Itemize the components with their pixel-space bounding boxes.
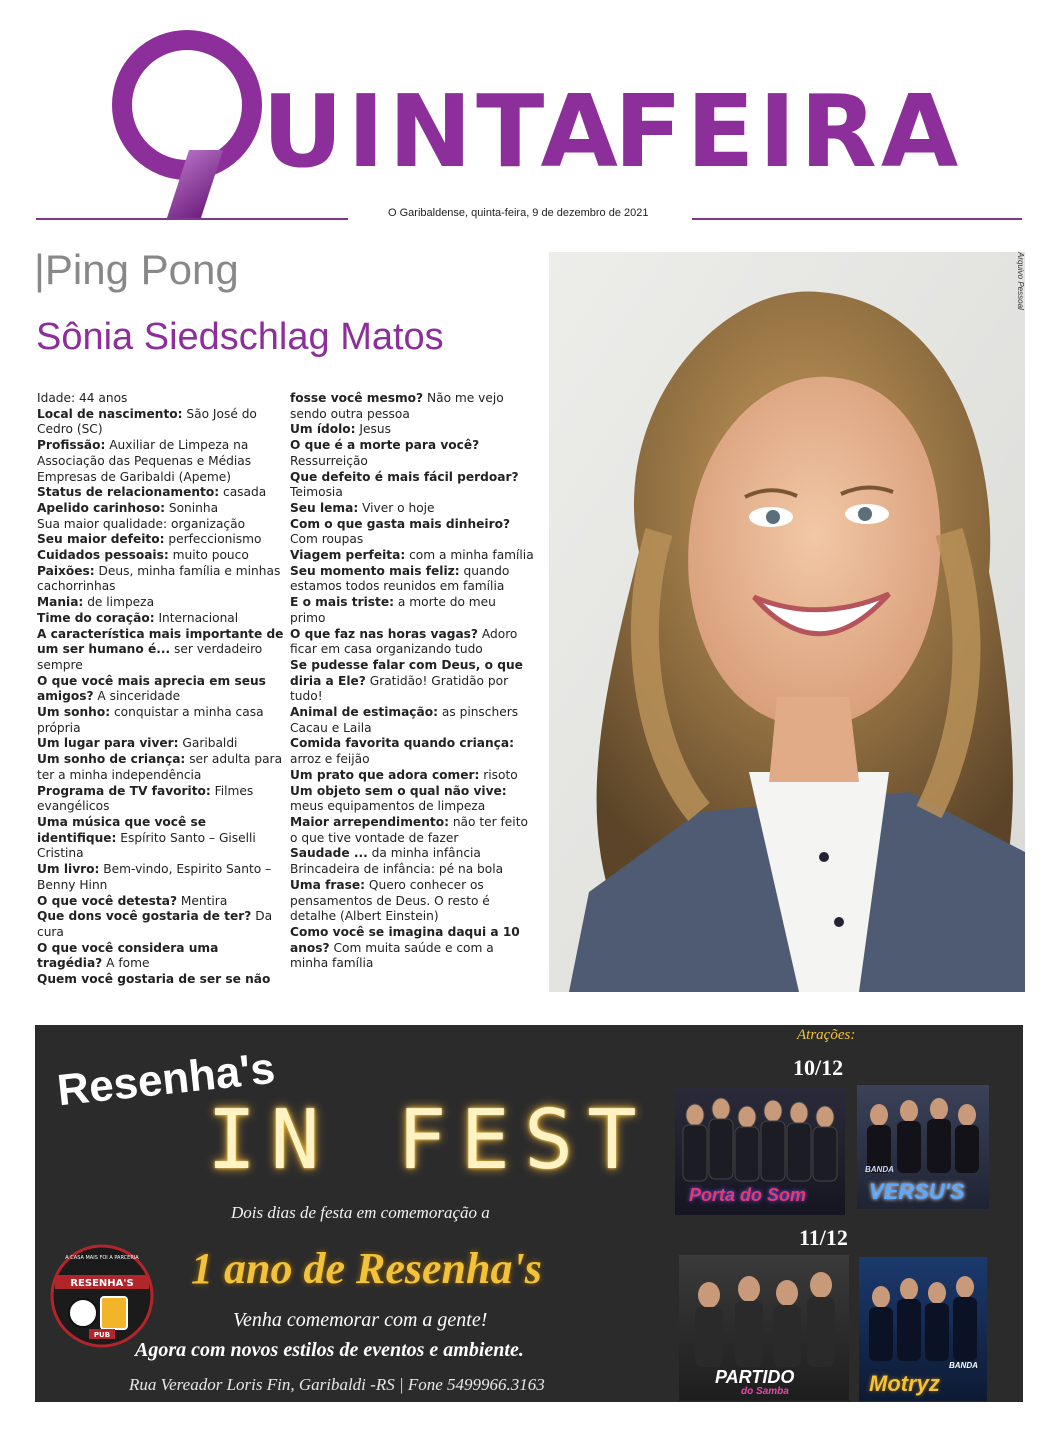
qa-question: A característica mais importante de um ser humano é...: [37, 626, 284, 657]
qa-answer: Ressurreição: [290, 453, 368, 468]
qa-question: Animal de estimação:: [290, 705, 439, 720]
qa-entry: [290, 422, 535, 438]
qa-question: Profissão:: [37, 438, 106, 453]
resenhas-pub-logo: [49, 1243, 155, 1349]
qa-entry: [290, 470, 535, 501]
qa-question: Que defeito é mais fácil perdoar?: [290, 469, 519, 484]
qa-answer: Da cura: [37, 909, 273, 939]
ad-news: Agora com novos estilos de eventos e ambiente.: [135, 1339, 524, 1361]
qa-question: Um livro:: [37, 862, 100, 877]
qa-answer: A fome: [106, 956, 150, 971]
ad-event-title: IN FEST: [207, 1093, 651, 1188]
qa-question: Comida favorita quando criança:: [290, 736, 514, 751]
qa-question: Maior arrependimento:: [290, 814, 449, 829]
qa-answer: a morte do meu primo: [290, 595, 496, 625]
day1-date: 10/12: [793, 1055, 844, 1080]
qa-question: Com o que gasta mais dinheiro?: [290, 516, 511, 531]
qa-entry: [37, 909, 285, 940]
qa-entry: [37, 972, 285, 988]
qa-entry: [37, 438, 285, 485]
qa-question: Um objeto sem o qual não vive:: [290, 783, 507, 798]
qa-question: O que você mais aprecia em seus amigos?: [37, 673, 266, 704]
qa-entry: [290, 862, 535, 878]
qa-question: Um lugar para viver:: [37, 736, 179, 751]
qa-answer: Auxiliar de Limpeza na Associação das Pequenas e Médias Empresas de Garibaldi (Apeme): [37, 438, 252, 484]
qa-entry: [37, 674, 285, 705]
qa-answer: ser verdadeiro sempre: [37, 642, 263, 672]
qa-answer: de limpeza: [87, 595, 155, 610]
qa-entry: [37, 532, 285, 548]
qa-answer: Soninha: [168, 500, 219, 515]
qa-entry: [290, 438, 535, 469]
qa-entry: [37, 517, 285, 533]
qa-entry: [37, 595, 285, 611]
qa-answer: Espírito Santo – Giselli Cristina: [37, 830, 256, 861]
qa-answer: Idade: 44 anos: [37, 391, 128, 405]
qa-question: Mania:: [37, 595, 84, 610]
band-prefix-versus: BANDA: [865, 1165, 894, 1174]
qa-answer: Gratidão! Gratidão por tudo!: [290, 673, 509, 704]
qa-entry: [37, 705, 285, 736]
qa-entry: [37, 941, 285, 972]
qa-question: Seu maior defeito:: [37, 532, 165, 547]
qa-question: Uma música que você se identifique:: [37, 814, 207, 845]
band-name-versus: VERSU'S: [869, 1179, 965, 1204]
qa-answer: as pinschers Cacau e Laila: [290, 705, 519, 735]
qa-entry: [37, 784, 285, 815]
qa-entry: [290, 878, 535, 925]
band-prefix-motryz: BANDA: [949, 1361, 978, 1370]
portrait-photo: [549, 252, 1025, 992]
section-label: |Ping Pong: [34, 246, 239, 293]
qa-answer: não ter feito o que tive vontade de fazer: [290, 814, 528, 845]
qa-answer: Adoro ficar em casa organizando tudo: [290, 626, 518, 657]
ad-anniversary: 1 ano de Resenha's: [191, 1244, 542, 1293]
qa-answer: Com roupas: [290, 532, 364, 547]
qa-question: Saudade ...: [290, 846, 368, 861]
interviewee-name: Sônia Siedschlag Matos: [36, 316, 444, 358]
qa-question: E o mais triste:: [290, 595, 395, 610]
masthead-title-word2: FEIRA: [614, 73, 963, 190]
qa-answer: casada: [223, 485, 267, 500]
qa-answer: Brincadeira de infância: pé na bola: [290, 862, 504, 877]
qa-entry: [290, 736, 535, 767]
qa-question: Um sonho:: [37, 705, 111, 720]
qa-question: O que faz nas horas vagas?: [290, 626, 478, 641]
qa-entry: [290, 564, 535, 595]
qa-entry: [290, 784, 535, 815]
qa-answer: Quero conhecer os pensamentos de Deus. O resto é detalhe (Albert Einstein): [290, 877, 490, 924]
qa-question: Viagem perfeita:: [290, 548, 406, 563]
qa-question: Um prato que adora comer:: [290, 767, 480, 782]
qa-question: Um ídolo:: [290, 422, 356, 437]
qa-answer: ser adulta para ter a minha independência: [37, 752, 283, 782]
qa-entry: [37, 627, 285, 674]
qa-answer: Internacional: [158, 610, 239, 625]
qa-entry: [290, 595, 535, 626]
qa-entry: [37, 611, 285, 627]
band-photo-versus: [857, 1085, 989, 1209]
qa-question: Time do coração:: [37, 610, 155, 625]
qa-entry: [290, 627, 535, 658]
qa-entry: [290, 705, 535, 736]
qa-answer: conquistar a minha casa própria: [37, 705, 264, 735]
qa-entry: [37, 752, 285, 783]
qa-entry: [37, 391, 285, 407]
qa-question: Programa de TV favorito:: [37, 783, 211, 798]
qa-answer: São José do Cedro (SC): [37, 406, 257, 437]
qa-question: Quem você gostaria de ser se não: [37, 972, 271, 987]
qa-entry: [37, 407, 285, 438]
qa-entry: [290, 768, 535, 784]
logo-top-text: A CASA MAIS FOI A PARCERIA: [65, 1255, 139, 1261]
qa-question: O que é a morte para você?: [290, 438, 480, 453]
qa-answer: Com muita saúde e com a minha família: [290, 940, 494, 971]
qa-question: Apelido carinhoso:: [37, 500, 165, 515]
band-photo-partido: [679, 1255, 849, 1401]
logo-sub: PUB: [93, 1331, 111, 1339]
qa-answer: perfeccionismo: [168, 532, 262, 547]
qa-answer: Sua maior qualidade: organização: [37, 516, 246, 531]
qa-answer: Filmes evangélicos: [37, 783, 254, 814]
band-photo-porta-do-som: [675, 1087, 845, 1215]
qa-question: O que você detesta?: [37, 893, 178, 908]
qa-answer: A sinceridade: [97, 689, 181, 704]
qa-answer: risoto: [483, 767, 518, 782]
interview-column-right: [290, 391, 535, 972]
masthead: [0, 0, 1058, 230]
ad-call-to-action: Venha comemorar com a gente!: [233, 1309, 488, 1331]
masthead-letter-q: [0, 0, 5, 1]
logo-name: RESENHA'S: [70, 1278, 134, 1289]
ad-brand: Resenha's: [54, 1043, 278, 1116]
qa-entry: [290, 846, 535, 862]
qa-entry: [37, 548, 285, 564]
qa-entry: [37, 501, 285, 517]
qa-entry: [37, 564, 285, 595]
qa-question: Seu momento mais feliz:: [290, 563, 460, 578]
portrait-illustration: [549, 252, 1025, 992]
advertisement: [35, 1025, 1023, 1402]
qa-answer: Mentira: [180, 893, 228, 908]
qa-answer: arroz e feijão: [290, 752, 370, 767]
qa-entry: [37, 736, 285, 752]
photo-credit: Arquivo Pessoal: [1016, 252, 1025, 310]
qa-question: Que dons você gostaria de ter?: [37, 909, 252, 924]
qa-question: Se pudesse falar com Deus, o que diria a Ele?: [290, 657, 523, 688]
qa-entry: [290, 815, 535, 846]
qa-answer: Viver o hoje: [362, 500, 435, 515]
qa-answer: quando estamos todos reunidos em família: [290, 563, 510, 594]
day2-date: 11/12: [799, 1225, 848, 1250]
qa-entry: [290, 548, 535, 564]
qa-question: Um sonho de criança:: [37, 752, 186, 767]
qa-question: Como você se imagina daqui a 10 anos?: [290, 924, 520, 955]
qa-entry: [290, 517, 535, 548]
qa-entry: [290, 658, 535, 705]
qa-entry: [37, 815, 285, 862]
qa-answer: muito pouco: [172, 548, 249, 563]
qa-answer: Deus, minha família e minhas cachorrinhas: [37, 563, 281, 594]
dateline: O Garibaldense, quinta-feira, 9 de dezembro de 2021: [388, 207, 649, 219]
qa-answer: Garibaldi: [182, 736, 238, 751]
qa-question: Status de relacionamento:: [37, 485, 220, 500]
band-name-partido: PARTIDO: [715, 1367, 795, 1387]
qa-entry: [37, 862, 285, 893]
qa-answer: meus equipamentos de limpeza: [290, 799, 486, 814]
band-photo-motryz: [859, 1257, 987, 1401]
qa-entry: [37, 485, 285, 501]
qa-question: O que você considera uma tragédia?: [37, 940, 219, 971]
qa-answer: com a minha família: [409, 548, 534, 563]
qa-question: Uma frase:: [290, 877, 365, 892]
band-name-porta-do-som: Porta do Som: [689, 1185, 807, 1205]
qa-entry: [290, 501, 535, 517]
qa-question: Paixões:: [37, 563, 95, 578]
band-sub-partido: do Samba: [741, 1386, 789, 1397]
qa-question: Cuidados pessoais:: [37, 548, 169, 563]
interview-column-left: [37, 391, 285, 988]
qa-answer: Teimosia: [290, 485, 343, 500]
band-name-motryz: Motryz: [869, 1371, 940, 1396]
attractions-label: Atrações:: [797, 1027, 856, 1043]
qa-answer: da minha infância: [371, 846, 481, 861]
qa-entry: [290, 925, 535, 972]
ad-description: Dois dias de festa em comemoração a: [231, 1203, 490, 1222]
qa-question: Seu lema:: [290, 500, 359, 515]
ad-address: Rua Vereador Loris Fin, Garibaldi -RS | Fone 5499966.3163: [129, 1375, 545, 1394]
masthead-rule-left: [36, 218, 348, 220]
masthead-title-word1: UINTA: [262, 73, 622, 190]
qa-entry: [37, 894, 285, 910]
qa-answer: Jesus: [359, 422, 391, 437]
qa-question: fosse você mesmo?: [290, 391, 424, 405]
qa-answer: Não me vejo sendo outra pessoa: [290, 391, 504, 421]
qa-question: Local de nascimento:: [37, 406, 183, 421]
qa-entry: [290, 391, 535, 422]
qa-answer: Bem-vindo, Espirito Santo – Benny Hinn: [37, 862, 272, 892]
masthead-rule-right: [692, 218, 1022, 220]
